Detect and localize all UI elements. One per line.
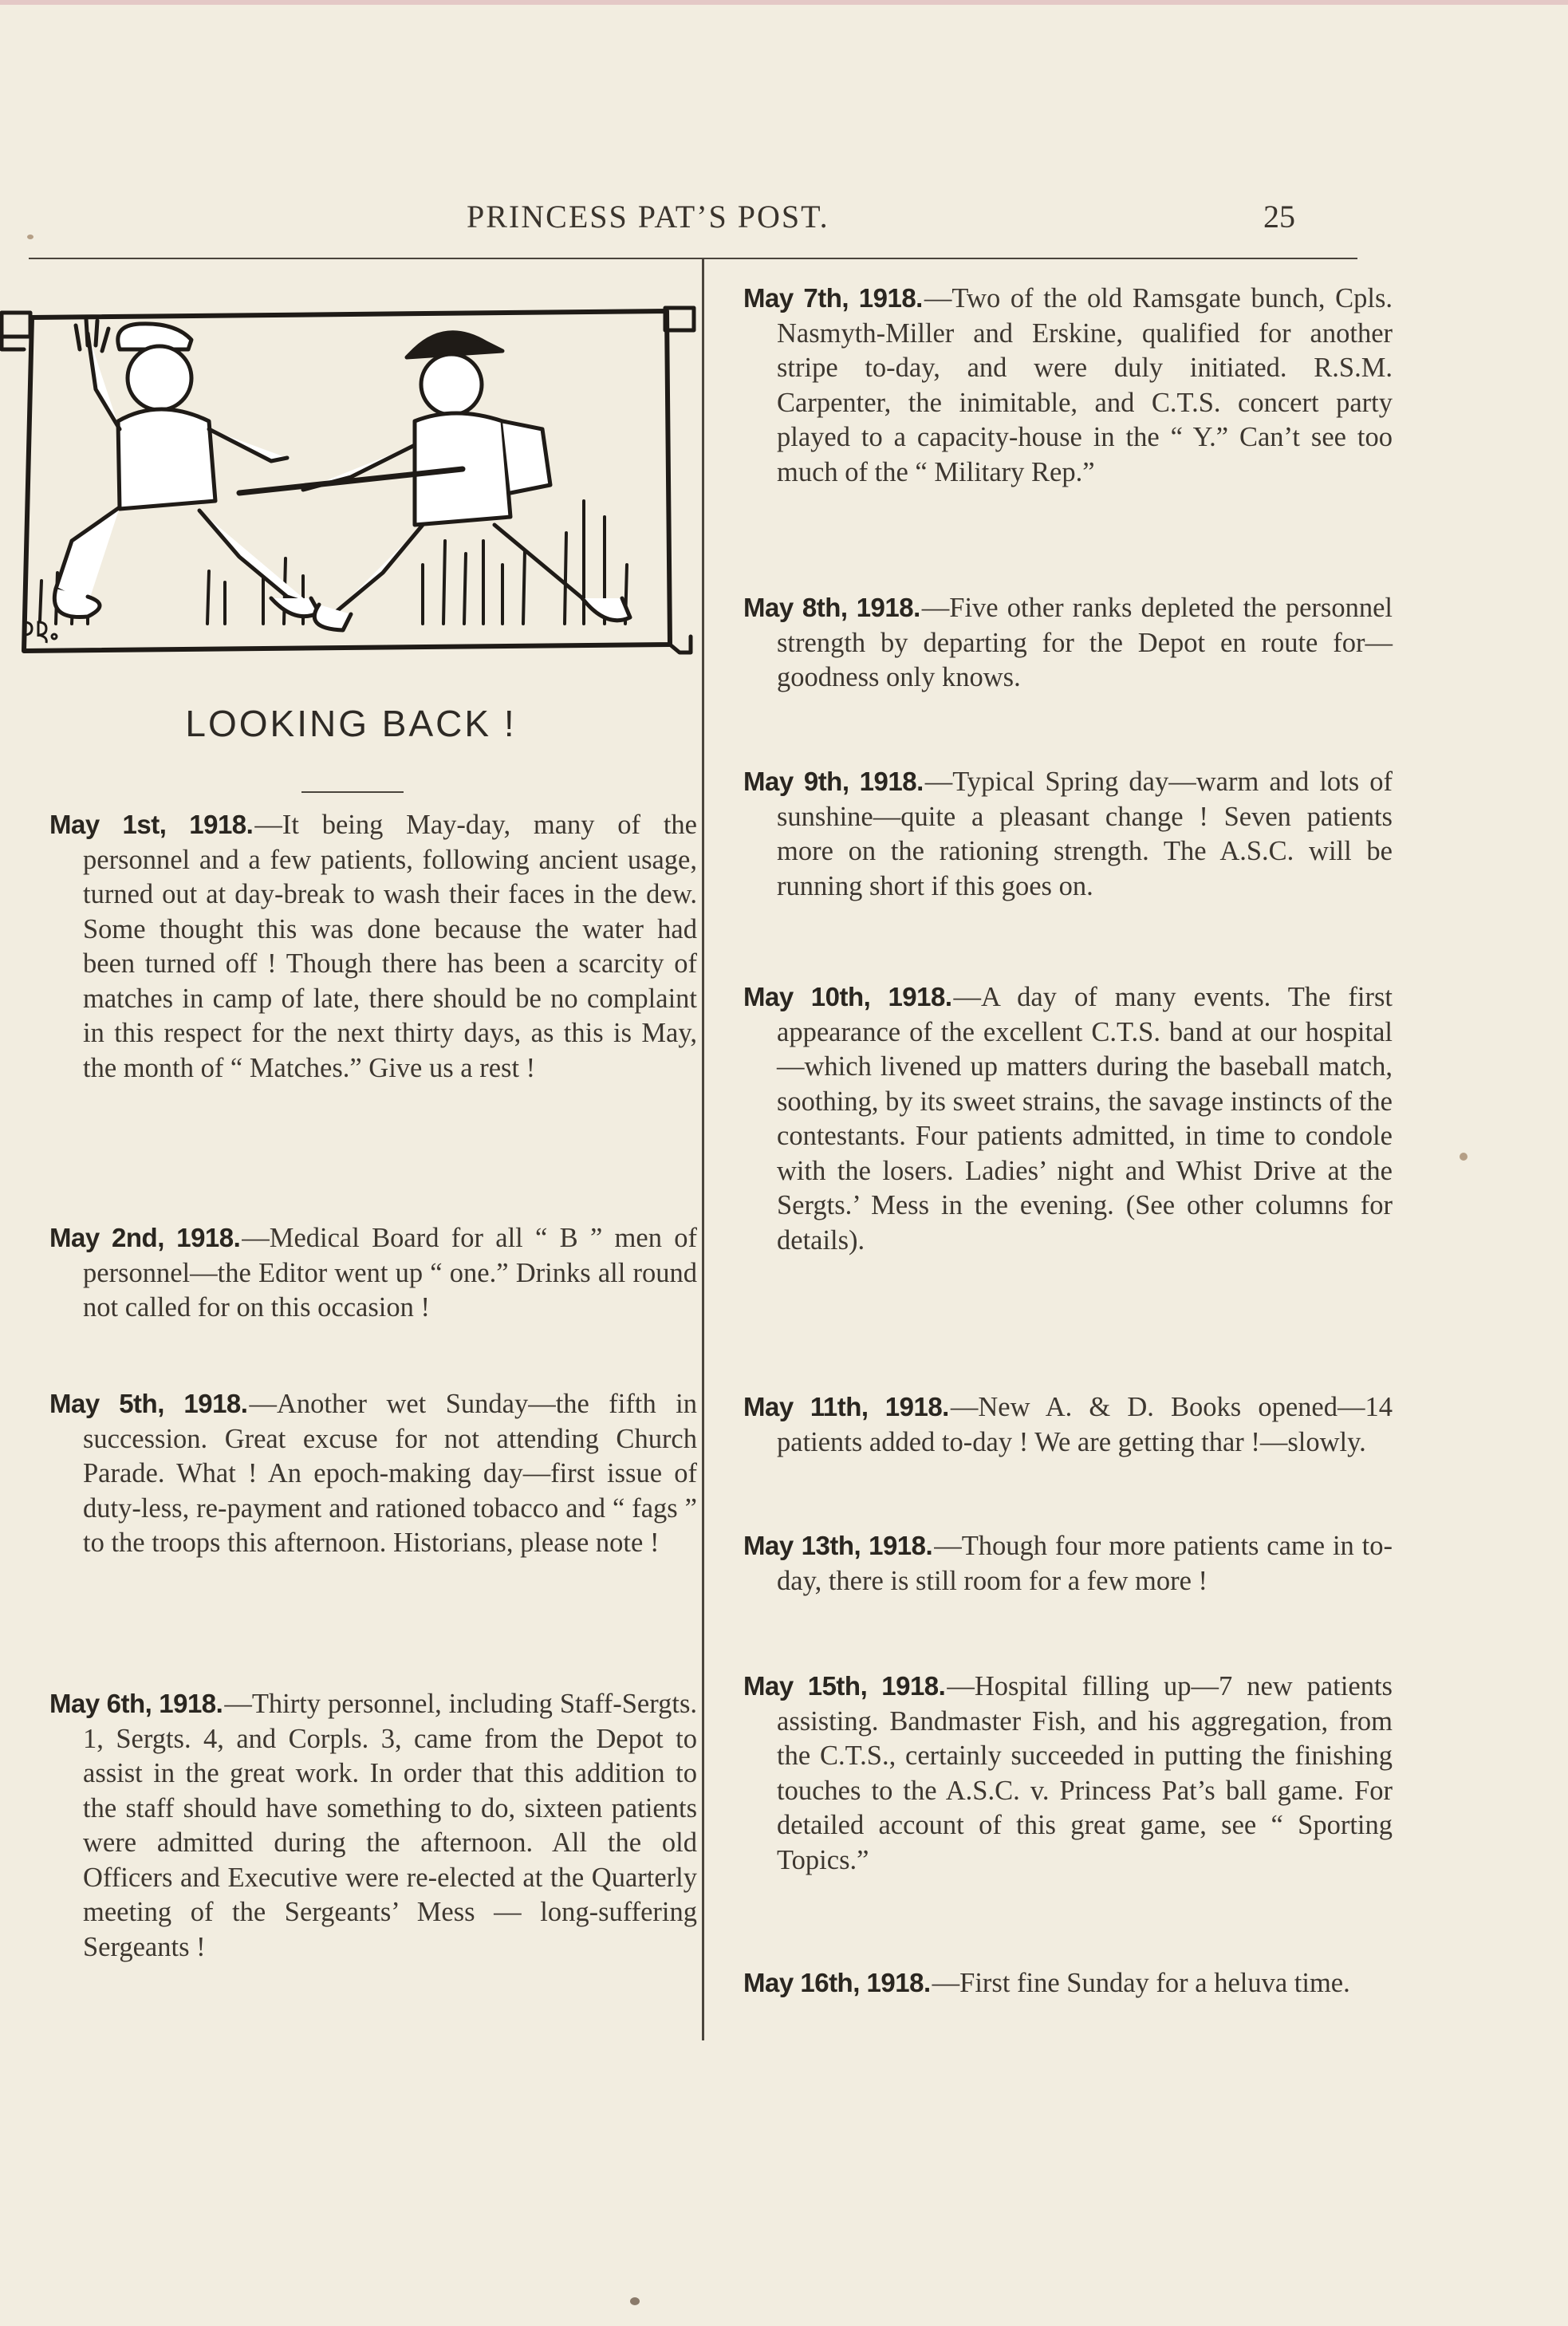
diary-entry <box>743 1528 1393 1599</box>
diary-entry <box>743 980 1393 1258</box>
diary-entry <box>743 590 1393 696</box>
header-rule <box>29 258 1357 259</box>
entry-date: May 10th, 1918. <box>743 982 952 1011</box>
page-number: 25 <box>1263 199 1295 235</box>
running-head <box>0 198 1568 242</box>
entry-date: May 16th, 1918. <box>743 1968 931 1997</box>
diary-entry <box>743 1390 1393 1460</box>
column-rule <box>702 258 704 2040</box>
entry-date: May 13th, 1918. <box>743 1531 933 1560</box>
entry-date: May 1st, 1918. <box>49 810 254 839</box>
entry-date: May 15th, 1918. <box>743 1671 946 1701</box>
entry-date: May 11th, 1918. <box>743 1392 949 1421</box>
header-title: PRINCESS PAT’S POST. <box>467 199 829 235</box>
entry-text: —Medical Board for all “ B ” men of personnel—the Editor went up “ one.” Drinks all round not called for on this occasion ! <box>83 1223 697 1323</box>
entry-text: —Typical Spring day—warm and lots of sunshine—quite a pleasant change ! Seven patients more on the rationing strength. The A.S.C. will be running short if this goes on. <box>777 767 1393 901</box>
entry-date: May 7th, 1918. <box>743 283 923 313</box>
paper-speck <box>630 2297 640 2305</box>
diary-entry <box>49 1220 697 1326</box>
entry-text: —Hospital filling up—7 new patients assisting. Bandmaster Fish, and his aggregation, from the C.T.S., certainly succeeded in putting the finishing touches to the A.S.C. v. Princess Pat’s ball game. For detailed account of this great game, see “ Sporting Topics.” <box>777 1671 1393 1875</box>
entry-date: May 2nd, 1918. <box>49 1223 241 1252</box>
diary-entry <box>743 281 1393 490</box>
diary-entry <box>743 764 1393 904</box>
diary-entry <box>743 1669 1393 1878</box>
entry-text: —First fine Sunday for a heluva time. <box>932 1968 1350 1998</box>
entry-date: May 9th, 1918. <box>743 767 924 796</box>
paper-speck <box>1460 1153 1468 1161</box>
entry-text: —Though four more patients came in to-day, there is still room for a few more ! <box>777 1531 1393 1596</box>
entry-date: May 5th, 1918. <box>49 1389 248 1418</box>
entry-text: —Five other ranks depleted the personnel strength by departing for the Depot en route for—goodness only knows. <box>777 593 1393 692</box>
entry-date: May 6th, 1918. <box>49 1689 223 1718</box>
title-rule <box>301 791 404 793</box>
entry-text: —It being May-day, many of the personnel and a few patients, following ancient usage, turned out at day-break to wash their faces in the dew. Some thought this was done because the water had been turned off ! Though there has been a scarcity of matches in camp of late, there should be no complaint in this respect for the next thirty days, as this is May, the month of “ Matches.” Give us a rest ! <box>83 810 697 1083</box>
entry-text: —New A. & D. Books opened—14 patients added to-day ! We are getting thar !—slowly. <box>777 1392 1393 1457</box>
page-top-edge <box>0 0 1568 5</box>
cartoon-illustration <box>0 302 699 659</box>
entry-date: May 8th, 1918. <box>743 593 920 622</box>
diary-entry <box>49 1686 697 1965</box>
paper-speck <box>27 235 33 239</box>
entry-text: —A day of many events. The first appearance of the excellent C.T.S. band at our hospital—which livened up matters during the baseball match, soothing, by its sweet strains, the savage instincts of the contestants. Four patients admitted, in time to condole with the losers. Ladies’ night and Whist Drive at the Sergts.’ Mess in the evening. (See other columns for details). <box>777 982 1393 1256</box>
diary-entry <box>49 1386 697 1561</box>
diary-entry <box>743 1965 1393 2001</box>
diary-entry <box>49 807 697 1086</box>
entry-text: —Thirty personnel, including Staff-Sergts. 1, Sergts. 4, and Corpls. 3, came from the Depot to assist in the great work. In order that this addition to the staff should have something to do, sixteen patients were admitted during the afternoon. All the old Officers and Executive were re-elected at the Quarterly meeting of the Sergeants’ Mess — long-suffering Sergeants ! <box>83 1689 698 1962</box>
section-title: LOOKING BACK ! <box>185 703 517 744</box>
entry-text: —Two of the old Ramsgate bunch, Cpls. Nasmyth-Miller and Erskine, qualified for another stripe to-day, and were duly initiated. R.S.M. Carpenter, the inimitable, and C.T.S. concert party played to a capacity-house in the “ Y.” Can’t see too much of the “ Military Rep.” <box>777 283 1393 487</box>
entry-text: —Another wet Sunday—the fifth in succession. Great excuse for not attending Church Parade. What ! An epoch-making day—first issue of duty-less, re-payment and rationed tobacco and “ fags ” to the troops this afternoon. Historians, please note ! <box>83 1389 697 1558</box>
